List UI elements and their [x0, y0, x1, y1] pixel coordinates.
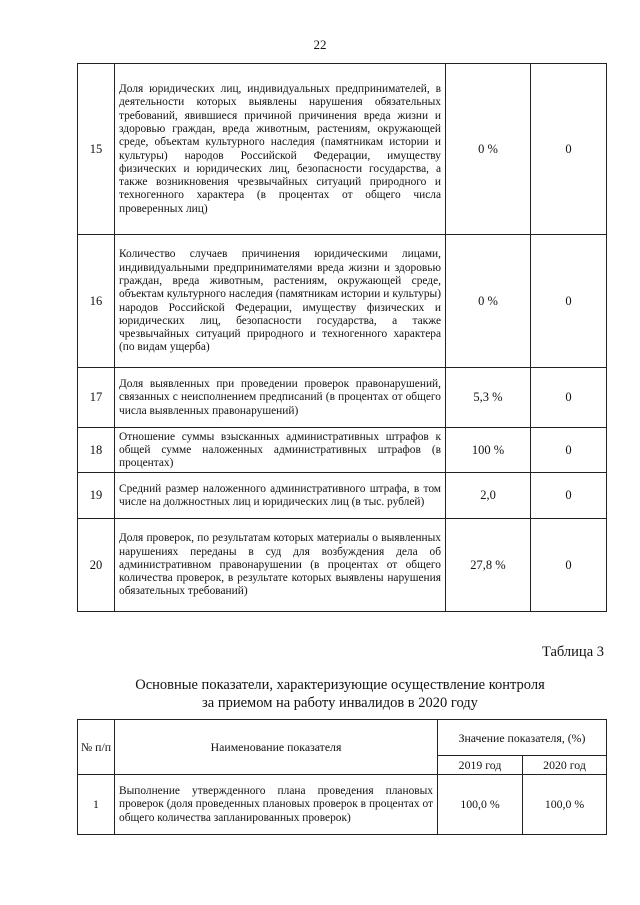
indicator-value-2019: 100,0 %: [438, 775, 523, 835]
indicator-value-2020: 0: [531, 235, 607, 368]
indicator-name: Доля проверок, по результатам которых материалы о выявленных нарушениях переданы в суд для возбуждения дела об административном правонарушении (в процентах от общего количества проверок, в результате которых выявлены нарушения обязательных требований): [115, 519, 446, 612]
row-number: 1: [78, 775, 115, 835]
indicator-value-2019: 27,8 %: [446, 519, 531, 612]
indicator-value-2019: 5,3 %: [446, 368, 531, 428]
indicator-value-2019: 0 %: [446, 235, 531, 368]
indicator-value-2020: 0: [531, 368, 607, 428]
indicator-name: Доля юридических лиц, индивидуальных предпринимателей, в деятельности которых выявлены нарушения обязательных требований, явившиеся причиной причинения вреда жизни и здоровью граждан, вреда животным, растениям, окружающей среде, объектам культурного наследия (памятникам истории и культуры) народов Российской Федерации, имуществу физических и юридических лиц, безопасности государства, а также возникновения чрезвычайных ситуаций природного и техногенного характера (в процентах от общего числа проверенных лиц): [115, 64, 446, 235]
table-title-line: Основные показатели, характеризующие осуществление контроля: [135, 677, 545, 693]
disabled-employment-table: [77, 719, 607, 835]
indicator-name: Средний размер наложенного административного штрафа, в том числе на должностных лиц и юридических лиц (в тыс. рублей): [115, 473, 446, 519]
table-row: [78, 428, 607, 473]
indicator-value-2019: 100 %: [446, 428, 531, 473]
indicator-value-2019: 2,0: [446, 473, 531, 519]
header-year-2019: 2019 год: [438, 756, 523, 775]
indicator-name: Количество случаев причинения юридическими лицами, индивидуальными предпринимателями вреда жизни и здоровью граждан, вреда животным, растениям, окружающей среде, объектам культурного наследия (памятникам истории и культуры) народов Российской Федерации, имуществу физических и юридических лиц, безопасности государства, а также чрезвычайных ситуаций природного и техногенного характера (по видам ущерба): [115, 235, 446, 368]
indicator-value-2020: 0: [531, 519, 607, 612]
row-number: 18: [78, 428, 115, 473]
indicator-value-2020: 0: [531, 64, 607, 235]
indicator-name: Отношение суммы взысканных административных штрафов к общей сумме наложенных административных штрафов (в процентах): [115, 428, 446, 473]
table-row: [78, 519, 607, 612]
header-row: [78, 720, 607, 756]
table-row: [78, 64, 607, 235]
indicators-table: [77, 63, 607, 612]
indicator-value-2020: 0: [531, 473, 607, 519]
header-value: Значение показателя, (%): [438, 720, 607, 756]
page-number: 22: [313, 37, 327, 52]
row-number: 19: [78, 473, 115, 519]
table-title-line: за приемом на работу инвалидов в 2020 году: [202, 695, 478, 711]
indicator-value-2019: 0 %: [446, 64, 531, 235]
table-label: Таблица 3: [541, 644, 604, 660]
table-row: [78, 473, 607, 519]
indicator-value-2020: 100,0 %: [523, 775, 607, 835]
indicator-name: Доля выявленных при проведении проверок правонарушений, связанных с неисполнением предписаний (в процентах от общего числа выявленных правонарушений): [115, 368, 446, 428]
row-number: 15: [78, 64, 115, 235]
indicator-name: Выполнение утвержденного плана проведения плановых проверок (доля проведенных плановых проверок в процентах от общего количества запланированных проверок): [115, 775, 438, 835]
header-num: № п/п: [78, 720, 115, 775]
header-year-2020: 2020 год: [523, 756, 607, 775]
table-row: [78, 235, 607, 368]
row-number: 16: [78, 235, 115, 368]
header-name: Наименование показателя: [115, 720, 438, 775]
indicator-value-2020: 0: [531, 428, 607, 473]
row-number: 20: [78, 519, 115, 612]
table-row: [78, 775, 607, 835]
table-title: [0, 676, 640, 712]
row-number: 17: [78, 368, 115, 428]
table-row: [78, 368, 607, 428]
